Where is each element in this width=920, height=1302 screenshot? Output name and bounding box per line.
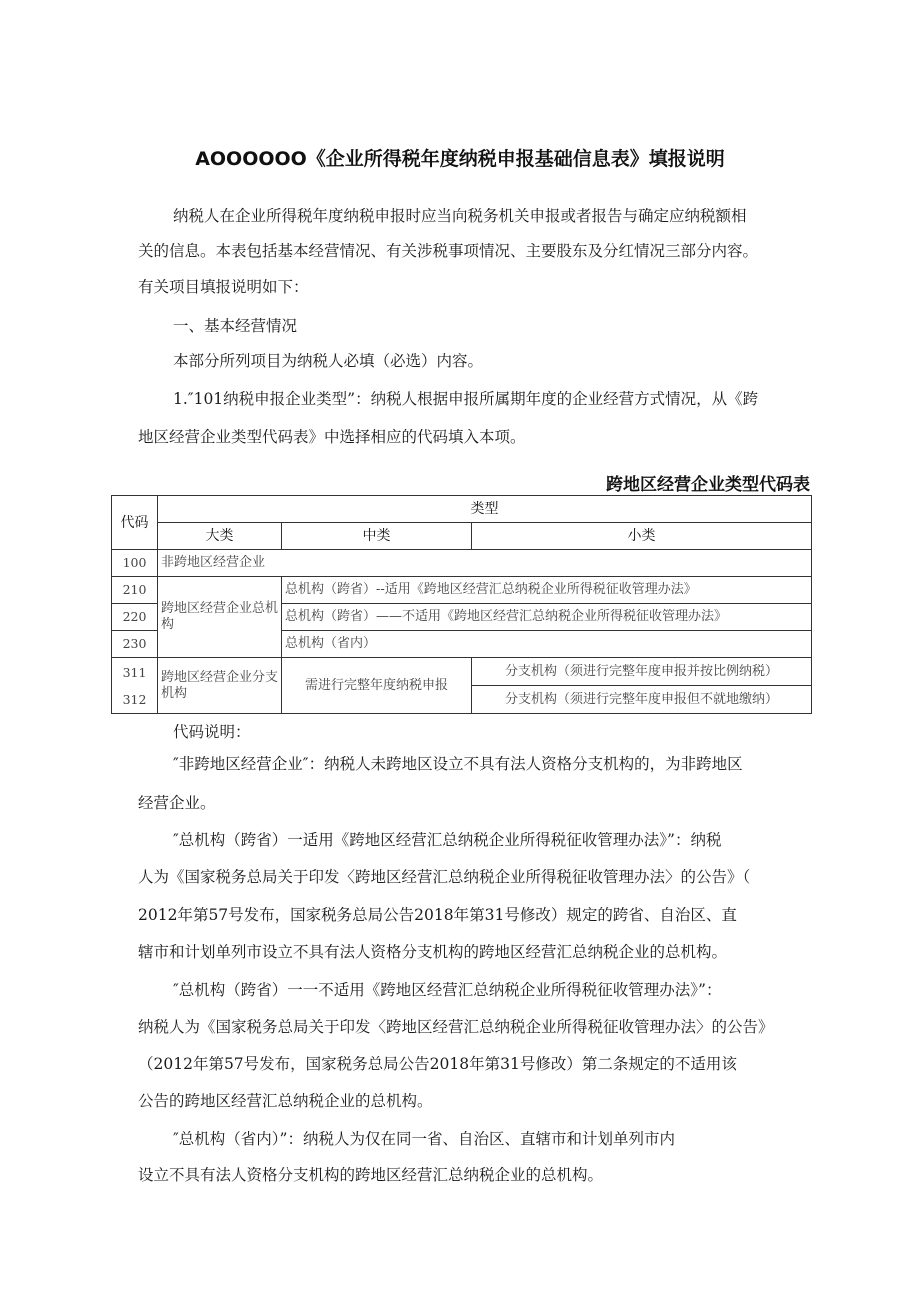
section-heading: 一、基本经营情况 xyxy=(173,317,298,335)
header-minor: 小类 xyxy=(472,523,812,550)
header-middle: 中类 xyxy=(282,523,472,550)
header-code: 代码 xyxy=(112,496,158,550)
header-major: 大类 xyxy=(158,523,282,550)
note-line: 经营企业。 xyxy=(138,794,216,812)
major-cell: 跨地区经营企业总机构 xyxy=(158,577,282,658)
note-line: 纳税人为《国家税务总局关于印发〈跨地区经营汇总纳税企业所得税征收管理办法〉的公告》 xyxy=(138,1018,774,1036)
header-type: 类型 xyxy=(158,496,812,523)
note-line: 设立不具有法人资格分支机构的跨地区经营汇总纳税企业的总机构。 xyxy=(138,1166,604,1184)
note-line: ″总机构（省内）”：纳税人为仅在同一省、自治区、直辖市和计划单列市内 xyxy=(173,1130,675,1148)
code-cell: 312 xyxy=(122,691,147,707)
type-cell: 总机构（跨省）--适用《跨地区经营汇总纳税企业所得税征收管理办法》 xyxy=(282,577,812,604)
minor-cell-group xyxy=(472,658,812,714)
type-cell: 总机构（省内） xyxy=(282,631,812,658)
table-caption: 跨地区经营企业类型代码表 xyxy=(606,475,810,495)
note-line: （2012年第57号发布，国家税务总局公告2018年第31号修改）第二条规定的不适用该 xyxy=(138,1055,737,1073)
section-note: 本部分所列项目为纳税人必填（必选）内容。 xyxy=(173,352,484,370)
note-line: ″总机构（跨省）一适用《跨地区经营汇总纳税企业所得税征收管理办法》”：纳税 xyxy=(173,831,722,849)
note-line: 2012年第57号发布，国家税务总局公告2018年第31号修改）规定的跨省、自治区、直 xyxy=(138,906,737,924)
code-table xyxy=(111,495,812,714)
minor-cell: 分支机构（须进行完整年度申报但不就地缴纳） xyxy=(472,685,811,713)
type-cell: 非跨地区经营企业 xyxy=(158,550,812,577)
code-cell: 311 xyxy=(122,664,147,680)
code-cell: 210 xyxy=(112,577,158,604)
table-row xyxy=(112,658,812,714)
item-text: 地区经营企业类型代码表》中选择相应的代码填入本项。 xyxy=(138,428,526,446)
code-notes-heading: 代码说明： xyxy=(173,723,251,741)
document-title: AOOOOOO《企业所得税年度纳税申报基础信息表》填报说明 xyxy=(195,148,725,170)
code-cell: 100 xyxy=(112,550,158,577)
major-cell: 跨地区经营企业分支机构 xyxy=(158,658,282,714)
note-line: ″非跨地区经营企业″：纳税人未跨地区设立不具有法人资格分支机构的，为非跨地区 xyxy=(173,755,743,773)
code-cell-group xyxy=(112,658,158,714)
intro-line: 有关项目填报说明如下： xyxy=(138,278,309,296)
intro-line: 纳税人在企业所得税年度纳税申报时应当向税务机关申报或者报告与确定应纳税额相 xyxy=(173,207,747,225)
minor-cell: 分支机构（须进行完整年度申报并按比例纳税） xyxy=(505,664,779,679)
note-line: 公告的跨地区经营汇总纳税企业的总机构。 xyxy=(138,1092,433,1110)
table-row xyxy=(112,577,812,604)
item-text: 1.″101纳税申报企业类型”：纳税人根据申报所属期年度的企业经营方式情况，从《跨 xyxy=(173,390,759,408)
type-cell: 总机构（跨省）——不适用《跨地区经营汇总纳税企业所得税征收管理办法》 xyxy=(282,604,812,631)
intro-line: 关的信息。本表包括基本经营情况、有关涉税事项情况、主要股东及分红情况三部分内容。 xyxy=(138,242,759,260)
note-line: ″总机构（跨省）一一不适用《跨地区经营汇总纳税企业所得税征收管理办法》”： xyxy=(173,981,722,999)
code-cell: 220 xyxy=(112,604,158,631)
table-row xyxy=(112,550,812,577)
note-line: 人为《国家税务总局关于印发〈跨地区经营汇总纳税企业所得税征收管理办法〉的公告》（ xyxy=(138,868,751,886)
code-cell: 230 xyxy=(112,631,158,658)
middle-cell: 需进行完整年度纳税申报 xyxy=(282,658,472,714)
note-line: 辖市和计划单列市设立不具有法人资格分支机构的跨地区经营汇总纳税企业的总机构。 xyxy=(138,943,728,961)
